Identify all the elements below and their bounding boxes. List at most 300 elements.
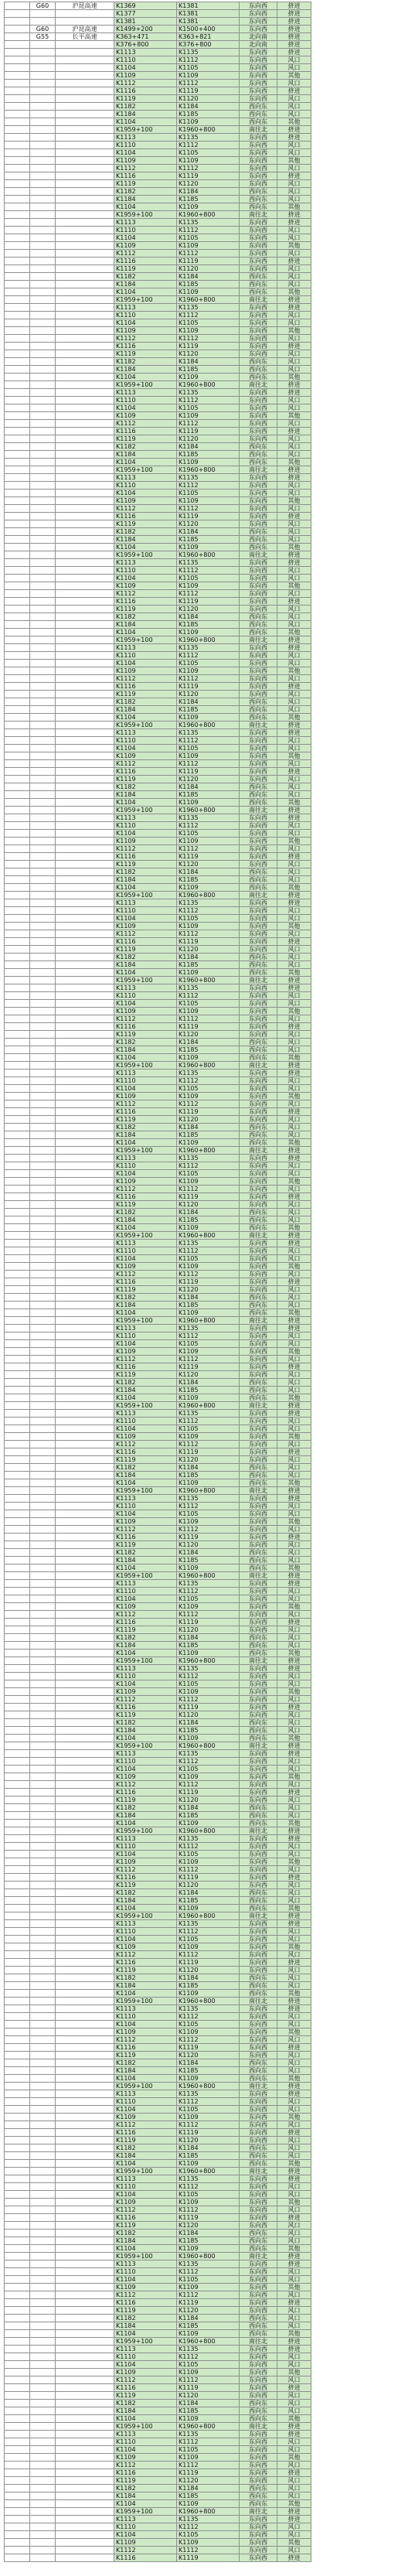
region-cell — [5, 1387, 30, 1394]
road-code-cell — [30, 1077, 56, 1085]
region-cell — [5, 1216, 30, 1224]
region-cell — [5, 2044, 30, 2052]
region-cell — [5, 1108, 30, 1116]
direction-cell: 西向东 — [240, 629, 277, 636]
end-km-cell: K1105 — [177, 2191, 240, 2199]
table-row — [5, 80, 311, 87]
direction-cell: 东向西 — [240, 1077, 277, 1085]
reason-cell: 风口 — [277, 1077, 311, 1085]
road-code-cell — [30, 1394, 56, 1402]
reason-cell: 风口 — [277, 1425, 311, 1433]
reason-cell: 风口 — [277, 2206, 311, 2214]
table-row — [5, 1394, 311, 1402]
region-cell — [5, 1008, 30, 1015]
reason-cell: 挤进 — [277, 1874, 311, 1882]
table-row — [5, 2299, 311, 2307]
direction-cell: 东向西 — [240, 319, 277, 327]
table-row — [5, 2415, 311, 2423]
road-name-cell — [56, 1240, 114, 1247]
end-km-cell: K1109 — [177, 72, 240, 80]
end-km-cell: K1112 — [177, 482, 240, 490]
end-km-cell: K1105 — [177, 915, 240, 923]
road-name-cell — [56, 2307, 114, 2315]
table-row — [5, 2013, 311, 2021]
table-row — [5, 528, 311, 536]
road-code-cell — [30, 1626, 56, 1634]
road-name-cell — [56, 868, 114, 876]
end-km-cell: K1112 — [177, 675, 240, 683]
direction-cell: 东向西 — [240, 2438, 277, 2446]
direction-cell: 西向东 — [240, 799, 277, 807]
end-km-cell: K1109 — [177, 1348, 240, 1356]
end-km-cell: K1120 — [177, 520, 240, 528]
direction-cell: 东向西 — [240, 845, 277, 853]
direction-cell: 西向东 — [240, 706, 277, 714]
direction-cell: 东向西 — [240, 2369, 277, 2376]
start-km-cell: K1184 — [114, 961, 177, 969]
end-km-cell: K1119 — [177, 2044, 240, 2052]
reason-cell: 其他 — [277, 2369, 311, 2376]
road-code-cell — [30, 714, 56, 722]
reason-cell: 挤进 — [277, 474, 311, 482]
start-km-cell: K1182 — [114, 1294, 177, 1302]
road-code-cell — [30, 2423, 56, 2431]
road-name-cell — [56, 2222, 114, 2230]
end-km-cell: K1184 — [177, 358, 240, 366]
start-km-cell: K1119 — [114, 1031, 177, 1039]
reason-cell: 挤进 — [277, 1070, 311, 1077]
reason-cell: 风口 — [277, 2438, 311, 2446]
direction-cell: 西向东 — [240, 2059, 277, 2067]
direction-cell: 南往北 — [240, 466, 277, 474]
start-km-cell: K1110 — [114, 567, 177, 575]
road-name-cell — [56, 1371, 114, 1379]
direction-cell: 东向西 — [240, 1015, 277, 1023]
table-row — [5, 1827, 311, 1835]
road-name-cell — [56, 1951, 114, 1959]
road-name-cell — [56, 1085, 114, 1093]
table-row — [5, 2152, 311, 2160]
road-name-cell — [56, 374, 114, 381]
start-km-cell: K1184 — [114, 1046, 177, 1054]
road-name-cell — [56, 1479, 114, 1487]
reason-cell: 风口 — [277, 861, 311, 868]
direction-cell: 南往北 — [240, 551, 277, 559]
road-code-cell — [30, 1827, 56, 1835]
reason-cell: 挤进 — [277, 2214, 311, 2222]
direction-cell: 东向西 — [240, 80, 277, 87]
end-km-cell: K1109 — [177, 1858, 240, 1866]
reason-cell: 其他 — [277, 459, 311, 466]
road-name-cell — [56, 2114, 114, 2121]
road-code-cell — [30, 1046, 56, 1054]
start-km-cell: K1959+100 — [114, 1402, 177, 1410]
end-km-cell: K1112 — [177, 420, 240, 428]
road-name-cell — [56, 544, 114, 551]
road-code-cell — [30, 1108, 56, 1116]
road-code-cell — [30, 1611, 56, 1619]
reason-cell: 其他 — [277, 1139, 311, 1147]
start-km-cell: K1113 — [114, 474, 177, 482]
road-code-cell — [30, 142, 56, 149]
direction-cell: 东向西 — [240, 2291, 277, 2299]
region-cell — [5, 2059, 30, 2067]
region-cell — [5, 1882, 30, 1889]
end-km-cell: K1105 — [177, 2106, 240, 2114]
table-row — [5, 1835, 311, 1843]
road-code-cell — [30, 111, 56, 118]
end-km-cell: K1112 — [177, 505, 240, 513]
table-row — [5, 729, 311, 737]
road-name-cell — [56, 1023, 114, 1031]
end-km-cell: K1960+800 — [177, 1742, 240, 1750]
reason-cell: 挤进 — [277, 1155, 311, 1162]
end-km-cell: K1109 — [177, 2369, 240, 2376]
road-name-cell — [56, 915, 114, 923]
region-cell — [5, 2090, 30, 2098]
end-km-cell: K1184 — [177, 1804, 240, 1812]
road-code-cell — [30, 969, 56, 977]
reason-cell: 风口 — [277, 2036, 311, 2044]
road-code-cell — [30, 490, 56, 497]
reason-cell: 风口 — [277, 946, 311, 954]
start-km-cell: K1104 — [114, 1735, 177, 1742]
start-km-cell: K1104 — [114, 490, 177, 497]
table-row — [5, 451, 311, 459]
end-km-cell: K1184 — [177, 2230, 240, 2237]
start-km-cell: K1119 — [114, 1116, 177, 1124]
end-km-cell: K1105 — [177, 2446, 240, 2454]
region-cell — [5, 505, 30, 513]
table-row — [5, 2230, 311, 2237]
reason-cell: 挤进 — [277, 1108, 311, 1116]
reason-cell: 其他 — [277, 1943, 311, 1951]
road-code-cell — [30, 412, 56, 420]
direction-cell: 东向西 — [240, 2052, 277, 2059]
road-code-cell — [30, 2098, 56, 2106]
direction-cell: 东向西 — [240, 752, 277, 760]
table-row — [5, 2260, 311, 2268]
table-row — [5, 1379, 311, 1387]
road-code-cell — [30, 1572, 56, 1580]
direction-cell: 西向东 — [240, 2152, 277, 2160]
start-km-cell: K1112 — [114, 1015, 177, 1023]
region-cell — [5, 2013, 30, 2021]
road-name-cell — [56, 1255, 114, 1263]
region-cell — [5, 1425, 30, 1433]
end-km-cell: K1112 — [177, 142, 240, 149]
region-cell — [5, 1603, 30, 1611]
direction-cell: 东向西 — [240, 1255, 277, 1263]
start-km-cell: K1113 — [114, 1070, 177, 1077]
table-row — [5, 1356, 311, 1363]
table-row — [5, 381, 311, 389]
table-row — [5, 64, 311, 72]
end-km-cell: K1184 — [177, 2059, 240, 2067]
road-code-cell — [30, 884, 56, 892]
road-code-cell — [30, 118, 56, 126]
reason-cell: 其他 — [277, 923, 311, 930]
reason-cell: 挤进 — [277, 381, 311, 389]
road-name-cell — [56, 791, 114, 799]
end-km-cell: K1105 — [177, 149, 240, 157]
start-km-cell: K1113 — [114, 1580, 177, 1588]
road-code-cell — [30, 1448, 56, 1456]
road-name-cell — [56, 636, 114, 644]
end-km-cell: K1184 — [177, 188, 240, 196]
road-code-cell — [30, 1967, 56, 1974]
direction-cell: 西向东 — [240, 2160, 277, 2168]
start-km-cell: K1113 — [114, 1240, 177, 1247]
table-row — [5, 1433, 311, 1441]
road-name-cell — [56, 1054, 114, 1062]
reason-cell: 风口 — [277, 2237, 311, 2245]
reason-cell: 挤进 — [277, 2508, 311, 2516]
road-name-cell — [56, 227, 114, 234]
end-km-cell: K1109 — [177, 544, 240, 551]
table-row — [5, 1402, 311, 1410]
end-km-cell: K1105 — [177, 64, 240, 72]
start-km-cell: K1112 — [114, 1100, 177, 1108]
reason-cell: 挤进 — [277, 18, 311, 26]
road-name-cell — [56, 1595, 114, 1603]
road-code-cell — [30, 954, 56, 961]
start-km-cell: K1110 — [114, 992, 177, 1000]
start-km-cell: K1184 — [114, 1472, 177, 1479]
road-code-cell — [30, 915, 56, 923]
reason-cell: 风口 — [277, 1588, 311, 1595]
end-km-cell: K1105 — [177, 1595, 240, 1603]
road-name-cell: 沪昆高速 — [56, 26, 114, 33]
road-name-cell — [56, 559, 114, 567]
end-km-cell: K1109 — [177, 1479, 240, 1487]
table-row — [5, 1727, 311, 1735]
reason-cell: 风口 — [277, 1897, 311, 1905]
reason-cell: 风口 — [277, 1039, 311, 1046]
reason-cell: 风口 — [277, 2067, 311, 2075]
end-km-cell: K1960+800 — [177, 2508, 240, 2516]
direction-cell: 东向西 — [240, 1711, 277, 1719]
end-km-cell: K1135 — [177, 1920, 240, 1928]
road-name-cell — [56, 80, 114, 87]
table-row — [5, 899, 311, 907]
region-cell — [5, 776, 30, 783]
region-cell — [5, 706, 30, 714]
start-km-cell: K1116 — [114, 1448, 177, 1456]
region-cell — [5, 1549, 30, 1557]
direction-cell: 东向西 — [240, 853, 277, 861]
road-code-cell — [30, 1735, 56, 1742]
reason-cell: 风口 — [277, 961, 311, 969]
reason-cell: 其他 — [277, 1054, 311, 1062]
direction-cell: 东向西 — [240, 1851, 277, 1858]
table-row — [5, 2531, 311, 2539]
road-code-cell — [30, 1410, 56, 1418]
region-cell — [5, 2114, 30, 2121]
region-cell — [5, 1371, 30, 1379]
end-km-cell: K1120 — [177, 1626, 240, 1634]
region-cell — [5, 2036, 30, 2044]
road-code-cell — [30, 1820, 56, 1827]
table-row — [5, 2500, 311, 2508]
road-code-cell — [30, 1541, 56, 1549]
reason-cell: 挤进 — [277, 1657, 311, 1665]
road-code-cell — [30, 2500, 56, 2508]
start-km-cell: K1499+200 — [114, 26, 177, 33]
region-cell — [5, 2121, 30, 2129]
table-row — [5, 288, 311, 296]
road-name-cell — [56, 606, 114, 613]
start-km-cell: K1182 — [114, 1549, 177, 1557]
region-cell — [5, 520, 30, 528]
road-name-cell — [56, 2369, 114, 2376]
start-km-cell: K1109 — [114, 497, 177, 505]
direction-cell: 东向西 — [240, 474, 277, 482]
direction-cell: 东向西 — [240, 1920, 277, 1928]
direction-cell: 西向东 — [240, 1139, 277, 1147]
region-cell — [5, 2547, 30, 2554]
road-code-cell — [30, 1379, 56, 1387]
table-row — [5, 319, 311, 327]
road-name-cell — [56, 1928, 114, 1936]
table-row — [5, 2044, 311, 2052]
start-km-cell: K1109 — [114, 2454, 177, 2462]
start-km-cell: K1119 — [114, 776, 177, 783]
end-km-cell: K1960+800 — [177, 636, 240, 644]
reason-cell: 挤进 — [277, 1410, 311, 1418]
road-code-cell — [30, 520, 56, 528]
region-cell — [5, 95, 30, 103]
reason-cell: 风口 — [277, 1170, 311, 1178]
region-cell — [5, 2299, 30, 2307]
direction-cell: 东向西 — [240, 923, 277, 930]
start-km-cell: K1110 — [114, 227, 177, 234]
direction-cell: 南往北 — [240, 126, 277, 134]
road-name-cell — [56, 2376, 114, 2384]
direction-cell: 东向西 — [240, 1418, 277, 1425]
region-cell — [5, 2098, 30, 2106]
region-cell — [5, 1379, 30, 1387]
end-km-cell: K1120 — [177, 946, 240, 954]
reason-cell: 风口 — [277, 2407, 311, 2415]
direction-cell: 东向西 — [240, 729, 277, 737]
road-code-cell — [30, 2454, 56, 2462]
region-cell — [5, 211, 30, 219]
start-km-cell: K1116 — [114, 513, 177, 520]
end-km-cell: K1381 — [177, 2, 240, 10]
road-name-cell — [56, 799, 114, 807]
reason-cell: 其他 — [277, 2075, 311, 2083]
start-km-cell: K1104 — [114, 830, 177, 838]
road-code-cell — [30, 644, 56, 652]
table-row — [5, 1688, 311, 1696]
start-km-cell: K1113 — [114, 1410, 177, 1418]
table-row — [5, 1255, 311, 1263]
direction-cell: 东向西 — [240, 172, 277, 180]
road-name-cell — [56, 2346, 114, 2353]
start-km-cell: K1182 — [114, 103, 177, 111]
region-cell — [5, 1534, 30, 1541]
direction-cell: 东向西 — [240, 227, 277, 234]
road-name-cell — [56, 1603, 114, 1611]
direction-cell: 西向东 — [240, 188, 277, 196]
direction-cell: 东向西 — [240, 2299, 277, 2307]
reason-cell: 风口 — [277, 1866, 311, 1874]
region-cell — [5, 1650, 30, 1657]
region-cell — [5, 791, 30, 799]
start-km-cell: K1959+100 — [114, 1317, 177, 1325]
direction-cell: 东向西 — [240, 404, 277, 412]
direction-cell: 西向东 — [240, 366, 277, 374]
start-km-cell: K1959+100 — [114, 1827, 177, 1835]
road-name-cell — [56, 667, 114, 675]
start-km-cell: K1119 — [114, 1796, 177, 1804]
region-cell — [5, 219, 30, 227]
table-row — [5, 26, 311, 33]
start-km-cell: K1113 — [114, 304, 177, 312]
reason-cell: 风口 — [277, 103, 311, 111]
road-code-cell — [30, 165, 56, 172]
region-cell — [5, 428, 30, 435]
road-code-cell — [30, 1240, 56, 1247]
road-name-cell — [56, 876, 114, 884]
start-km-cell: K1182 — [114, 1719, 177, 1727]
end-km-cell: K1960+800 — [177, 1912, 240, 1920]
region-cell — [5, 1302, 30, 1309]
reason-cell: 风口 — [277, 1982, 311, 1990]
road-name-cell — [56, 1216, 114, 1224]
region-cell — [5, 822, 30, 830]
direction-cell: 东向西 — [240, 1843, 277, 1851]
end-km-cell: K1960+800 — [177, 1147, 240, 1155]
table-row — [5, 621, 311, 629]
road-code-cell — [30, 1711, 56, 1719]
reason-cell: 风口 — [277, 737, 311, 745]
direction-cell: 东向西 — [240, 2, 277, 10]
table-row — [5, 1286, 311, 1294]
end-km-cell: K1960+800 — [177, 892, 240, 899]
region-cell — [5, 2415, 30, 2423]
end-km-cell: K1109 — [177, 1518, 240, 1526]
end-km-cell: K1135 — [177, 49, 240, 56]
region-cell — [5, 1564, 30, 1572]
direction-cell: 西向东 — [240, 1039, 277, 1046]
reason-cell: 其他 — [277, 2199, 311, 2206]
reason-cell: 其他 — [277, 2284, 311, 2291]
road-code-cell — [30, 1247, 56, 1255]
road-code-cell — [30, 2052, 56, 2059]
end-km-cell: K1185 — [177, 1302, 240, 1309]
start-km-cell: K1116 — [114, 938, 177, 946]
reason-cell: 风口 — [277, 2291, 311, 2299]
reason-cell: 挤进 — [277, 389, 311, 397]
table-row — [5, 18, 311, 26]
direction-cell: 东向西 — [240, 412, 277, 420]
end-km-cell: K1119 — [177, 1023, 240, 1031]
road-code-cell — [30, 2199, 56, 2206]
start-km-cell: K1109 — [114, 1518, 177, 1526]
reason-cell: 挤进 — [277, 1232, 311, 1240]
direction-cell: 东向西 — [240, 1835, 277, 1843]
reason-cell: 挤进 — [277, 551, 311, 559]
start-km-cell: K1959+100 — [114, 126, 177, 134]
road-name-cell — [56, 961, 114, 969]
road-name-cell — [56, 1735, 114, 1742]
direction-cell: 西向东 — [240, 714, 277, 722]
direction-cell: 西向东 — [240, 1990, 277, 1998]
direction-cell: 东向西 — [240, 482, 277, 490]
end-km-cell: K1120 — [177, 1882, 240, 1889]
